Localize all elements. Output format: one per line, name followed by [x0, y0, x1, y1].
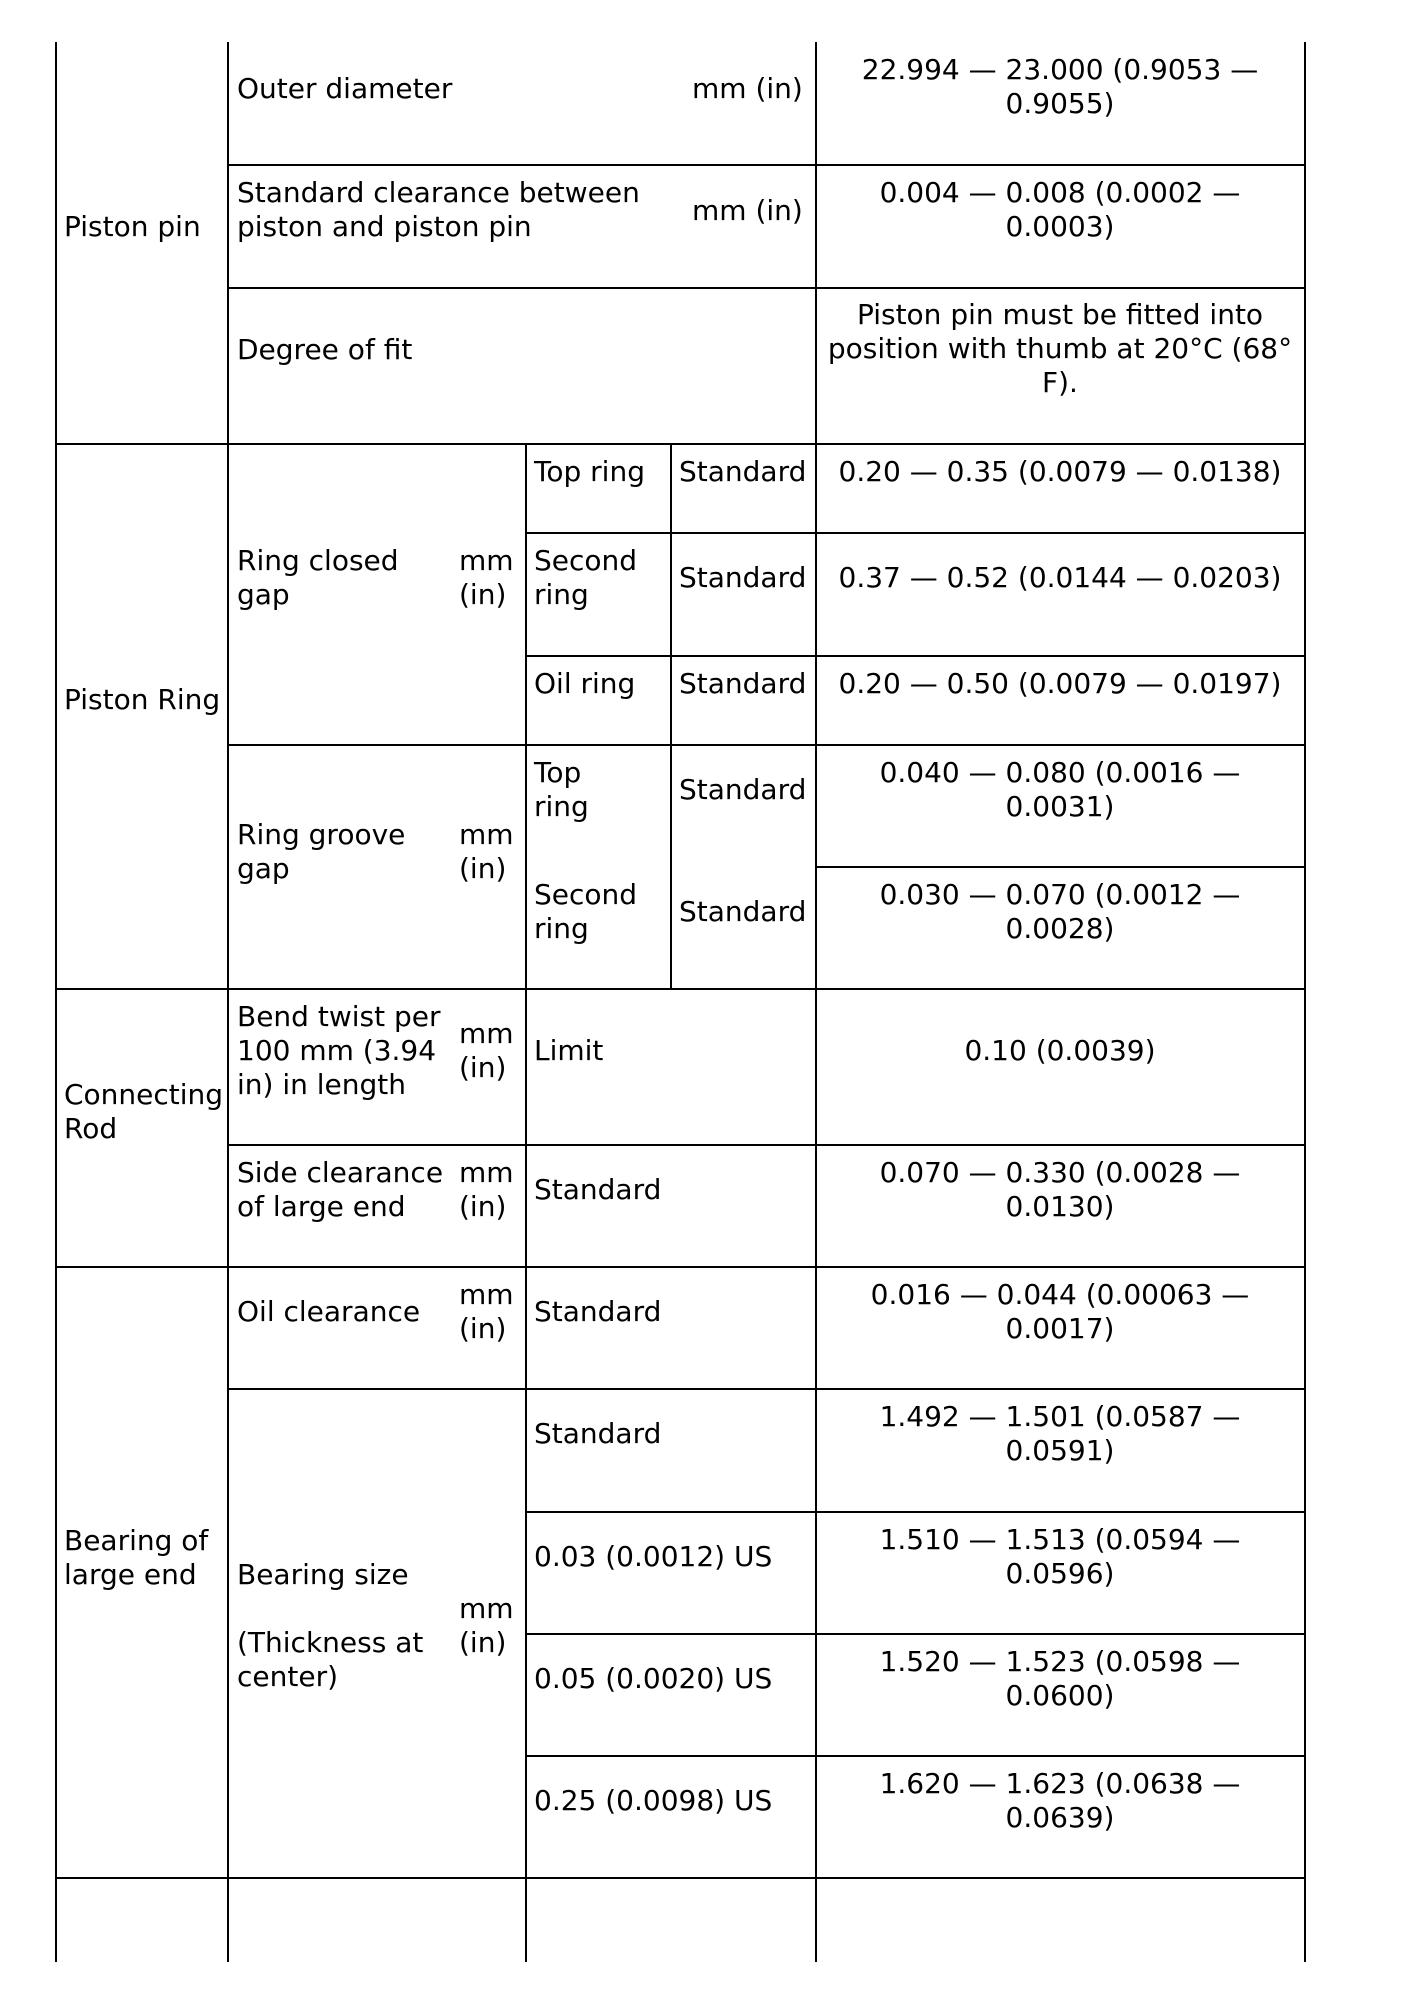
- bearing-size-us003-type: 0.03 (0.0012) US: [534, 1540, 773, 1573]
- ring-groove-gap-unit: mm (in): [459, 818, 514, 885]
- section-label-piston-ring: Piston Ring: [64, 683, 221, 716]
- outer-diameter-label: Outer diameter: [237, 72, 453, 105]
- groove-gap-second-ring: Second ring: [534, 878, 638, 945]
- bearing-size-us003-value: 1.510 — 1.513 (0.0594 — 0.0596): [879, 1523, 1241, 1590]
- pin-clearance-value: 0.004 — 0.008 (0.0002 — 0.0003): [879, 176, 1241, 243]
- degree-of-fit-label: Degree of fit: [237, 333, 413, 366]
- degree-of-fit-value: Piston pin must be fitted into position with thumb at 20°C (68° F).: [827, 298, 1293, 399]
- grid-line: [55, 1877, 1306, 1879]
- closed-gap-top-ring: Top ring: [534, 455, 645, 488]
- groove-gap-second-value: 0.030 — 0.070 (0.0012 — 0.0028): [879, 878, 1241, 945]
- bearing-size-us005-value: 1.520 — 1.523 (0.0598 — 0.0600): [879, 1645, 1241, 1712]
- grid-line: [525, 1511, 1306, 1513]
- grid-line: [55, 42, 57, 1962]
- closed-gap-oil-ring: Oil ring: [534, 667, 636, 700]
- grid-line: [227, 42, 229, 1962]
- bearing-size-label: Bearing size (Thickness at center): [237, 1558, 424, 1693]
- closed-gap-top-type: Standard: [679, 455, 807, 488]
- bearing-size-standard-value: 1.492 — 1.501 (0.0587 — 0.0591): [879, 1400, 1241, 1467]
- grid-line: [227, 1144, 1306, 1146]
- closed-gap-top-value: 0.20 — 0.35 (0.0079 — 0.0138): [838, 455, 1282, 488]
- side-clearance-value: 0.070 — 0.330 (0.0028 — 0.0130): [879, 1156, 1241, 1223]
- grid-line: [525, 532, 1306, 534]
- ring-closed-gap-label: Ring closed gap: [237, 544, 399, 611]
- groove-gap-top-type: Standard: [679, 773, 807, 806]
- grid-line: [55, 1266, 1306, 1268]
- oil-clearance-value: 0.016 — 0.044 (0.00063 — 0.0017): [870, 1278, 1250, 1345]
- oil-clearance-label: Oil clearance: [237, 1295, 421, 1328]
- closed-gap-second-ring: Second ring: [534, 544, 638, 611]
- ring-groove-gap-label: Ring groove gap: [237, 818, 406, 885]
- oil-clearance-unit: mm (in): [459, 1278, 514, 1345]
- grid-line: [227, 287, 1306, 289]
- oil-clearance-type: Standard: [534, 1295, 662, 1328]
- grid-line: [55, 988, 1306, 990]
- grid-line: [1304, 42, 1306, 1962]
- bearing-size-us025-type: 0.25 (0.0098) US: [534, 1784, 773, 1817]
- grid-line: [670, 444, 672, 990]
- grid-line: [815, 866, 1306, 868]
- side-clearance-unit: mm (in): [459, 1156, 514, 1223]
- side-clearance-label: Side clearance of large end: [237, 1156, 444, 1223]
- bend-twist-type: Limit: [534, 1034, 604, 1067]
- bearing-size-us005-type: 0.05 (0.0020) US: [534, 1662, 773, 1695]
- pin-clearance-label: Standard clearance between piston and piston pin: [237, 176, 640, 243]
- grid-line: [55, 443, 1306, 445]
- grid-line: [227, 164, 1306, 166]
- outer-diameter-value: 22.994 — 23.000 (0.9053 — 0.9055): [861, 53, 1259, 120]
- pin-clearance-unit: mm (in): [692, 194, 803, 227]
- bend-twist-value: 0.10 (0.0039): [964, 1034, 1156, 1067]
- bearing-size-standard-type: Standard: [534, 1417, 662, 1450]
- closed-gap-second-value: 0.37 — 0.52 (0.0144 — 0.0203): [838, 561, 1282, 594]
- grid-line: [227, 744, 1306, 746]
- grid-line: [525, 655, 1306, 657]
- closed-gap-oil-value: 0.20 — 0.50 (0.0079 — 0.0197): [838, 667, 1282, 700]
- side-clearance-type: Standard: [534, 1173, 662, 1206]
- section-label-piston-pin: Piston pin: [64, 210, 201, 243]
- closed-gap-second-type: Standard: [679, 561, 807, 594]
- bend-twist-unit: mm (in): [459, 1017, 514, 1084]
- groove-gap-second-type: Standard: [679, 895, 807, 928]
- section-label-bearing: Bearing of large end: [64, 1524, 209, 1591]
- bend-twist-label: Bend twist per 100 mm (3.94 in) in length: [237, 1000, 441, 1101]
- bearing-size-unit: mm (in): [459, 1592, 514, 1659]
- groove-gap-top-value: 0.040 — 0.080 (0.0016 — 0.0031): [879, 756, 1241, 823]
- bearing-size-us025-value: 1.620 — 1.623 (0.0638 — 0.0639): [879, 1767, 1241, 1834]
- grid-line: [227, 1388, 1306, 1390]
- groove-gap-top-ring: Top ring: [534, 756, 589, 823]
- grid-line: [525, 1755, 1306, 1757]
- outer-diameter-unit: mm (in): [692, 72, 803, 105]
- grid-line: [525, 444, 527, 1962]
- section-label-connecting-rod: Connecting Rod: [64, 1078, 224, 1145]
- grid-line: [815, 42, 817, 1962]
- closed-gap-oil-type: Standard: [679, 667, 807, 700]
- grid-line: [525, 1633, 1306, 1635]
- ring-closed-gap-unit: mm (in): [459, 544, 514, 611]
